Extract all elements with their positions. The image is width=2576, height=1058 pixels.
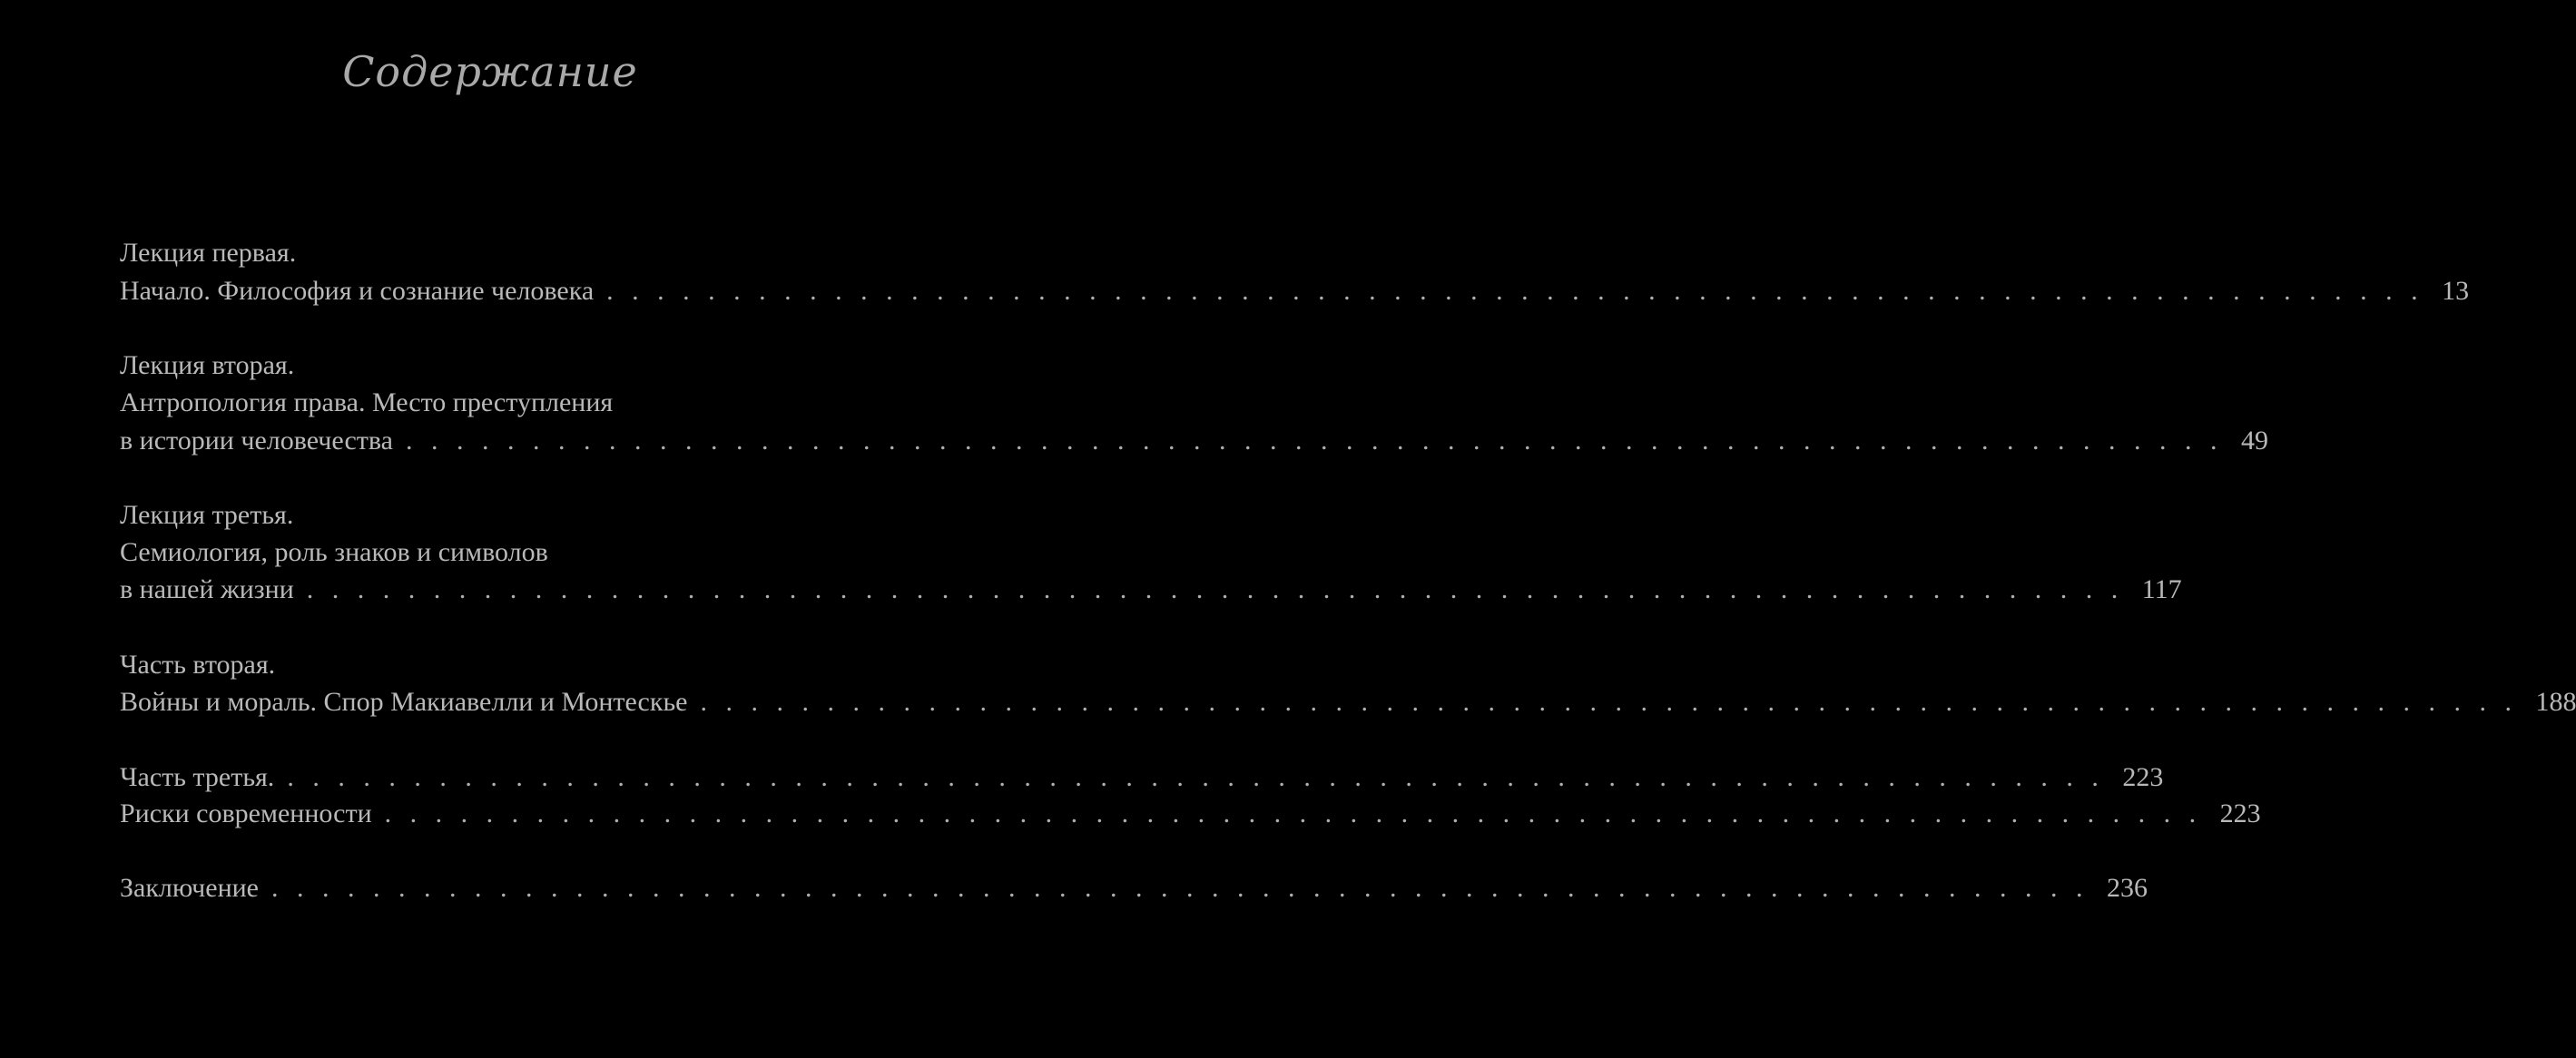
toc-entry-1-line-1: Лекция первая.: [120, 238, 297, 268]
toc-entry-7-text: Заключение: [120, 873, 259, 903]
dot-leader: . . . . . . . . . . . . . . . . . . . . . . . . . . . . . . . . . . . . . . . . . . . . . . . . . . . . . . . . . . . . . . . . . . . . . . . .: [287, 762, 2105, 792]
toc-entry-3-text: в нашей жизни: [120, 574, 294, 604]
toc-entry-4-line-2[interactable]: [120, 684, 2576, 720]
toc-entry-3-page: 117: [2141, 574, 2182, 604]
toc-entry-7[interactable]: [120, 870, 2148, 906]
toc-entry-4-page: 188: [2535, 687, 2576, 717]
toc-entry-5[interactable]: [120, 759, 2164, 796]
toc-entry-3-line-3[interactable]: [120, 572, 2182, 608]
toc-entry-1-page: 13: [2442, 276, 2470, 306]
toc-entry-3-line-1: Лекция третья.: [120, 500, 294, 530]
toc-entry-6[interactable]: [120, 796, 2261, 832]
dot-leader: . . . . . . . . . . . . . . . . . . . . . . . . . . . . . . . . . . . . . . . . . . . . . . . . . . . . . . . . . . . . . . . . . . . . . . . .: [606, 276, 2424, 306]
toc-entry-2-page: 49: [2240, 426, 2268, 456]
dot-leader: . . . . . . . . . . . . . . . . . . . . . . . . . . . . . . . . . . . . . . . . . . . . . . . . . . . . . . . . . . . . . . . . . . . . . . . .: [405, 426, 2223, 456]
toc-entry-5-page: 223: [2122, 762, 2164, 792]
dot-leader: . . . . . . . . . . . . . . . . . . . . . . . . . . . . . . . . . . . . . . . . . . . . . . . . . . . . . . . . . . . . . . . . . . . . . . . .: [384, 798, 2202, 828]
toc-entry-3-line-2: Семиология, роль знаков и символов: [120, 537, 548, 567]
page-title: Содержание: [342, 47, 638, 96]
toc-entry-1-line-2[interactable]: [120, 273, 2470, 309]
toc-entry-7-page: 236: [2107, 873, 2148, 903]
toc-entry-4-line-1: Часть вторая.: [120, 650, 276, 680]
dot-leader: . . . . . . . . . . . . . . . . . . . . . . . . . . . . . . . . . . . . . . . . . . . . . . . . . . . . . . . . . . . . . . . . . . . . . . . .: [271, 873, 2089, 903]
toc-entry-4-text: Войны и мораль. Спор Макиавелли и Монтескье: [120, 687, 688, 717]
dot-leader: . . . . . . . . . . . . . . . . . . . . . . . . . . . . . . . . . . . . . . . . . . . . . . . . . . . . . . . . . . . . . . . . . . . . . . . .: [306, 574, 2124, 604]
toc-entry-6-page: 223: [2219, 798, 2261, 828]
toc-entry-5-text: Часть третья.: [120, 762, 275, 792]
dot-leader: . . . . . . . . . . . . . . . . . . . . . . . . . . . . . . . . . . . . . . . . . . . . . . . . . . . . . . . . . . . . . . . . . . . . . . . .: [700, 687, 2518, 717]
toc-entry-2-line-2: Антропология права. Место преступления: [120, 387, 614, 417]
toc-entry-2-line-3[interactable]: [120, 423, 2268, 459]
toc-entry-1-text: Начало. Философия и сознание человека: [120, 276, 595, 306]
toc-entry-6-text: Риски современности: [120, 798, 372, 828]
toc-entry-2-line-1: Лекция вторая.: [120, 350, 295, 380]
toc-entry-2-text: в истории человечества: [120, 426, 393, 456]
